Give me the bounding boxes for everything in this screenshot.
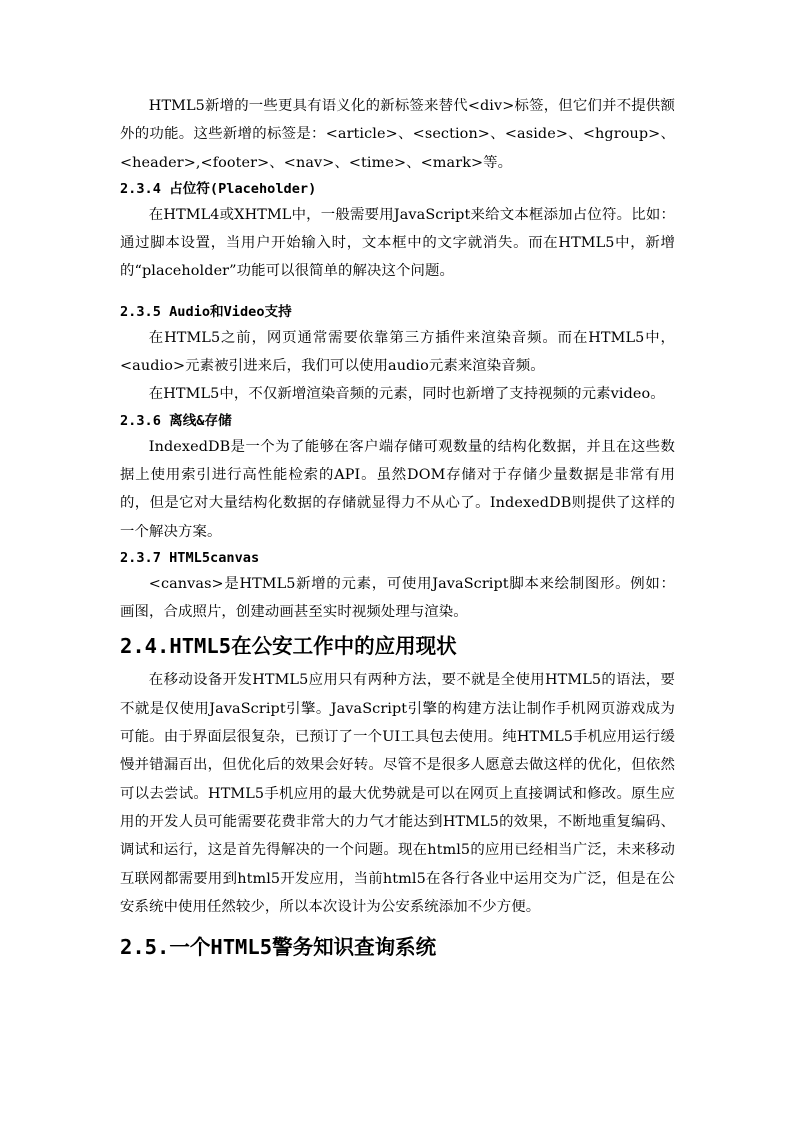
section-2-3-4-heading: 2.3.4 占位符(Placeholder) bbox=[120, 180, 317, 197]
intro-paragraph: HTML5新增的一些更具有语义化的新标签来替代<div>标签，但它们并不提供额外的功能。这些新增的标签是：<article>、<section>、<aside>、<hgroup>、<header>,<footer>、<nav>、<time>、<mark>等。 bbox=[120, 98, 675, 171]
section-2-5-heading: 2.5.一个HTML5警务知识查询系统 bbox=[120, 935, 437, 960]
section-2-3-4-paragraph: 在HTML4或XHTML中，一般需要用JavaScript来给文本框添加占位符。比如：通过脚本设置，当用户开始输入时，文本框中的文字就消失。而在HTML5中，新增的“placeholder”功能可以很简单的解决这个问题。 bbox=[120, 206, 675, 280]
section-2-3-6-heading: 2.3.6 离线&存储 bbox=[120, 412, 232, 429]
section-2-4-paragraph: 在移动设备开发HTML5应用只有两种方法，要不就是全使用HTML5的语法，要不就是仅使用JavaScript引擎。JavaScript引擎的构建方法让制作手机网页游戏成为可能。由于界面层很复杂，已预订了一个UI工具包去使用。纯HTML5手机应用运行缓慢并错漏百出，但优化后的效果会好转。尽管不是很多人愿意去做这样的优化，但依然可以去尝试。HTML5手机应用的最大优势就是可以在网页上直接调试和修改。原生应用的开发人员可能需要花费非常大的力气才能达到HTML5的效果，不断地重复编码、调试和运行，这是首先得解决的一个问题。现在html5的应用已经相当广泛，未来移动互联网都需要用到html5开发应用，当前html5在各行各业中运用交为广泛，但是在公安系统中使用任然较少，所以本次设计为公安系统添加不少方便。 bbox=[120, 672, 675, 915]
section-2-3-5-heading: 2.3.5 Audio和Video支持 bbox=[120, 303, 292, 320]
section-2-3-7-paragraph: <canvas>是HTML5新增的元素，可使用JavaScript脚本来绘制图形。例如：画图，合成照片，创建动画甚至实时视频处理与渲染。 bbox=[120, 575, 675, 621]
blank-line bbox=[120, 286, 675, 300]
section-2-4-heading: 2.4.HTML5在公安工作中的应用现状 bbox=[120, 634, 457, 659]
document-page bbox=[120, 92, 675, 967]
section-2-3-5-paragraph-2: 在HTML5中，不仅新增渲染音频的元素，同时也新增了支持视频的元素video。 bbox=[148, 386, 665, 403]
section-2-3-7-heading: 2.3.7 HTML5canvas bbox=[120, 549, 260, 566]
section-2-3-6-paragraph: IndexedDB是一个为了能够在客户端存储可观数量的结构化数据，并且在这些数据上使用索引进行高性能检索的API。虽然DOM存储对于存储少量数据是非常有用的，但是它对大量结构化数据的存储就显得力不从心了。IndexedDB则提供了这样的一个解决方案。 bbox=[120, 438, 675, 540]
section-2-3-5-paragraph-1: 在HTML5之前，网页通常需要依靠第三方插件来渲染音频。而在HTML5中，<audio>元素被引进来后，我们可以使用audio元素来渲染音频。 bbox=[120, 329, 675, 375]
